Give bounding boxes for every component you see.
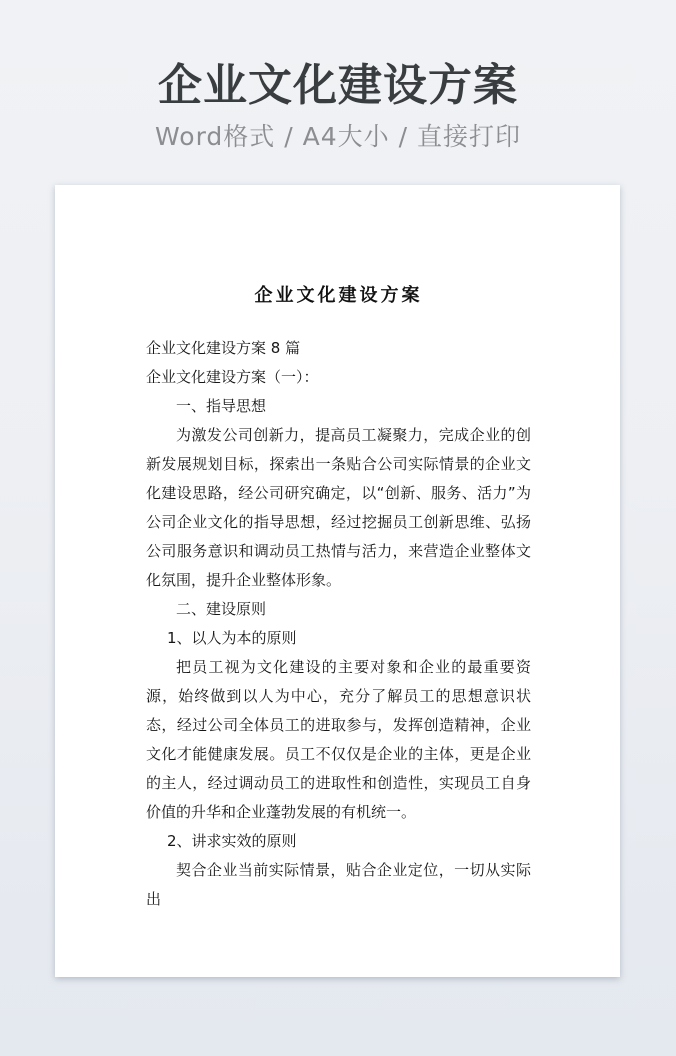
doc-paragraph: 企业文化建设方案 8 篇 bbox=[146, 339, 301, 357]
doc-paragraph: 企业文化建设方案（一）： bbox=[146, 368, 319, 386]
doc-paragraph: 一、指导思想 bbox=[176, 397, 267, 415]
doc-paragraph: 为激发公司创新力，提高员工凝聚力，完成企业的创新发展规划目标，探索出一条贴合公司实际情景的企业文化建设思路，经公司研究确定，以“创新、服务、活力”为公司企业文化的指导思想，经过挖掘员工创新思维、弘扬公司服务意识和调动员工热情与活力，来营造企业整体文化氛围，提升企业整体形象。 bbox=[146, 426, 531, 589]
doc-paragraph: 二、建设原则 bbox=[176, 600, 267, 618]
a4-document-preview bbox=[55, 185, 620, 977]
document-body bbox=[146, 334, 531, 914]
doc-paragraph: 契合企业当前实际情景，贴合企业定位，一切从实际出 bbox=[146, 861, 531, 908]
banner-subtitle: Word格式 / A4大小 / 直接打印 bbox=[155, 121, 521, 151]
doc-paragraph: 2、讲求实效的原则 bbox=[167, 832, 297, 850]
doc-paragraph: 1、以人为本的原则 bbox=[167, 629, 297, 647]
doc-paragraph: 把员工视为文化建设的主要对象和企业的最重要资源，始终做到以人为中心，充分了解员工的思想意识状态，经过公司全体员工的进取参与，发挥创造精神，企业文化才能健康发展。员工不仅仅是企业的主体，更是企业的主人，经过调动员工的进取性和创造性，实现员工自身价值的升华和企业蓬勃发展的有机统一。 bbox=[146, 658, 531, 821]
header-banner bbox=[0, 0, 676, 152]
document-title: 企业文化建设方案 bbox=[254, 285, 423, 306]
banner-title: 企业文化建设方案 bbox=[158, 60, 518, 111]
